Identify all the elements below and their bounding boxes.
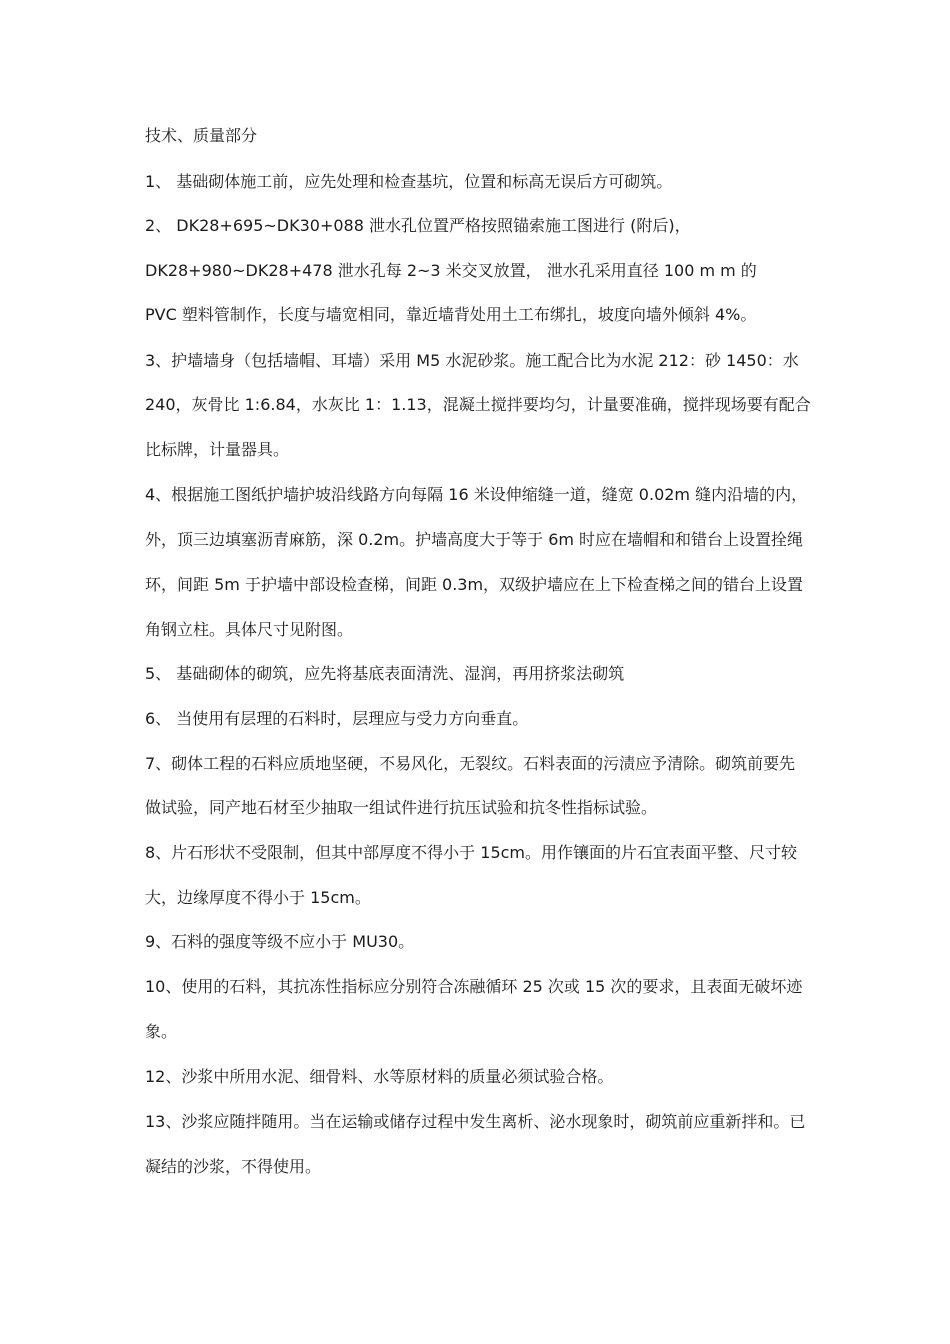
text-line: 240，灰骨比 1:6.84，水灰比 1：1.13，混凝土搅拌要均匀，计量要准确，搅拌现场要有配合 [145, 395, 811, 414]
text-line: 外，顶三边填塞沥青麻筋，深 0.2m。护墙高度大于等于 6m 时应在墙帽和和错台上设置拴绳 [145, 530, 804, 549]
text-line: 7、砌体工程的石料应质地坚硬，不易风化，无裂纹。石料表面的污渍应予清除。砌筑前要先 [145, 754, 796, 773]
text-line: 5、 基础砌体的砌筑，应先将基底表面清洗、湿润，再用挤浆法砌筑 [145, 664, 625, 683]
text-line: 8、片石形状不受限制，但其中部厚度不得小于 15cm。用作镶面的片石宜表面平整、尺寸较 [145, 843, 798, 862]
text-line: 3、护墙墙身（包括墙帽、耳墙）采用 M5 水泥砂浆。施工配合比为水泥 212：砂 1450：水 [145, 351, 799, 370]
text-line: 12、沙浆中所用水泥、细骨料、水等原材料的质量必须试验合格。 [145, 1067, 614, 1086]
text-line: 10、使用的石料，其抗冻性指标应分别符合冻融循环 25 次或 15 次的要求，且表面无破坏迹 [145, 977, 803, 996]
text-line: 凝结的沙浆，不得使用。 [145, 1157, 322, 1176]
text-line: 2、 DK28+695~DK30+088 泄水孔位置严格按照锚索施工图进行 (附后)， [145, 216, 691, 235]
text-line: 6、 当使用有层理的石料时，层理应与受力方向垂直。 [145, 709, 529, 728]
document-title: 技术、质量部分 [145, 126, 258, 145]
text-line: PVC 塑料管制作，长度与墙宽相同，靠近墙背处用土工布绑扎，坡度向墙外倾斜 4%。 [145, 305, 757, 324]
text-line: 大，边缘厚度不得小于 15cm。 [145, 888, 371, 907]
text-line: 做试验，同产地石材至少抽取一组试件进行抗压试验和抗冬性指标试验。 [145, 798, 658, 817]
text-line: 比标牌，计量器具。 [145, 440, 290, 459]
text-line: DK28+980~DK28+478 泄水孔每 2~3 米交叉放置， 泄水孔采用直径 100 m m 的 [145, 261, 757, 280]
text-line: 13、沙浆应随拌随用。当在运输或储存过程中发生离析、泌水现象时，砌筑前应重新拌和。已 [145, 1112, 806, 1131]
text-line: 9、石料的强度等级不应小于 MU30。 [145, 932, 415, 951]
text-line: 环，间距 5m 于护墙中部设检查梯，间距 0.3m，双级护墙应在上下检查梯之间的错台上设置 [145, 575, 804, 594]
text-line: 象。 [145, 1022, 178, 1041]
text-line: 4、根据施工图纸护墙护坡沿线路方向每隔 16 米设伸缩缝一道，缝宽 0.02m 缝内沿墙的内， [145, 485, 808, 504]
text-line: 角钢立柱。具体尺寸见附图。 [145, 620, 354, 639]
text-line: 1、 基础砌体施工前，应先处理和检查基坑，位置和标高无误后方可砌筑。 [145, 172, 673, 191]
